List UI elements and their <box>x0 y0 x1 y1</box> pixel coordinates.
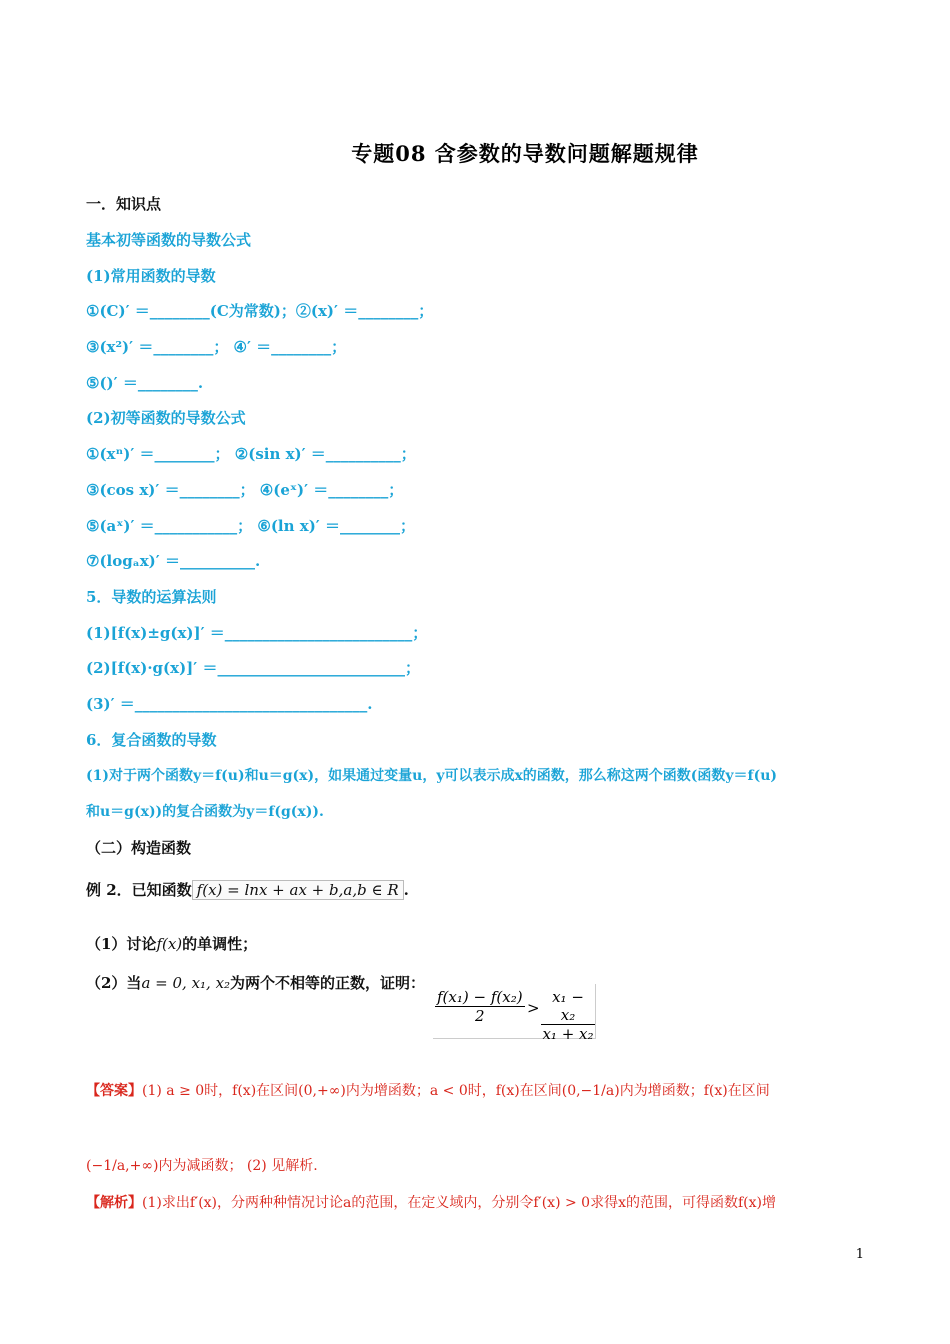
ineq-operator: > <box>527 999 540 1017</box>
ineq-left-fraction <box>435 988 525 1025</box>
answer-text-1: (1) a ≥ 0时，f(x)在区间(0,+∞)内为增函数；a < 0时，f(x)在区间(0,−1/a)内为增函数；f(x)在区间 <box>142 1083 770 1099</box>
ineq-left-den: 2 <box>475 1007 485 1025</box>
section-heading-knowledge: 一．知识点 <box>86 195 162 213</box>
answer-line-2: (−1/a,+∞)内为减函数； (2) 见解析. <box>86 1158 318 1174</box>
blue-line-9: ⑤(aˣ)′ ＝___________； ⑥(ln x)′ ＝________； <box>86 517 415 535</box>
q2-suffix: 为两个不相等的正数，证明： <box>230 974 426 992</box>
analysis-text-1: (1)求出f′(x)，分两种种情况讨论a的范围，在定义域内，分别令f′(x) > 0求得x的范围，可得函数f(x)增 <box>142 1195 776 1211</box>
answer-line-1 <box>86 1080 770 1100</box>
blue-line-17: 和u＝g(x))的复合函数为y＝f(g(x)). <box>86 804 324 820</box>
analysis-line-1 <box>86 1192 776 1212</box>
blue-line-6: (2)初等函数的导数公式 <box>86 409 246 427</box>
blue-line-2: (1)常用函数的导数 <box>86 267 216 285</box>
analysis-tag: 【解析】 <box>86 1195 142 1211</box>
section-heading-construct: （二）构造函数 <box>86 839 192 857</box>
example-line: 例 2．已知函数 f(x) = lnx + ax + b,a,b ∈ R . <box>86 881 409 899</box>
blue-line-5: ⑤()′ ＝________. <box>86 374 204 392</box>
blue-line-1: 基本初等函数的导数公式 <box>86 231 252 249</box>
question-1 <box>86 933 257 954</box>
question-2 <box>86 972 425 993</box>
answer-tag: 【答案】 <box>86 1083 142 1099</box>
blue-line-13: (2)[f(x)·g(x)]′ ＝_________________________； <box>86 659 420 677</box>
page-number: 1 <box>855 1247 864 1262</box>
ineq-right-num: x₁ − x₂ <box>541 988 595 1025</box>
blue-line-7: ①(xⁿ)′ ＝________； ②(sin x)′ ＝__________； <box>86 445 416 463</box>
ineq-left-num: f(x₁) − f(x₂) <box>437 988 523 1006</box>
q2-math: a = 0, x₁, x₂ <box>141 974 231 992</box>
blue-line-11: 5．导数的运算法则 <box>86 588 217 606</box>
ineq-right-den: x₁ + x₂ <box>542 1025 594 1043</box>
blue-line-16: (1)对于两个函数y＝f(u)和u＝g(x)，如果通过变量u，y可以表示成x的函数，那么称这两个函数(函数y＝f(u) <box>86 768 778 784</box>
example-formula: f(x) = lnx + ax + b,a,b ∈ R <box>192 880 404 900</box>
blue-line-8: ③(cos x)′ ＝________； ④(eˣ)′ ＝________； <box>86 481 404 499</box>
inequality-formula <box>433 984 596 1043</box>
blue-line-3: ①(C)′ ＝________(C为常数)；②(x)′ ＝________； <box>86 302 434 320</box>
q1-prefix: （1）讨论 <box>86 935 157 953</box>
blue-line-4: ③(x²)′ ＝________； ④′ ＝________； <box>86 338 347 356</box>
q2-prefix: （2）当 <box>86 974 142 992</box>
blue-line-15: 6．复合函数的导数 <box>86 731 217 749</box>
blue-line-10: ⑦(logₐx)′ ＝__________. <box>86 552 261 570</box>
example-label: 例 2．已知函数 <box>86 881 192 899</box>
blue-line-14: (3)′ ＝_______________________________. <box>86 695 373 713</box>
q1-fx: f(x) <box>156 935 183 953</box>
blue-line-12: (1)[f(x)±g(x)]′ ＝_________________________； <box>86 624 428 642</box>
ineq-right-fraction <box>541 988 595 1043</box>
q1-suffix: 的单调性； <box>182 935 258 953</box>
page-title: 专题08 含参数的导数问题解题规律 <box>351 141 699 166</box>
